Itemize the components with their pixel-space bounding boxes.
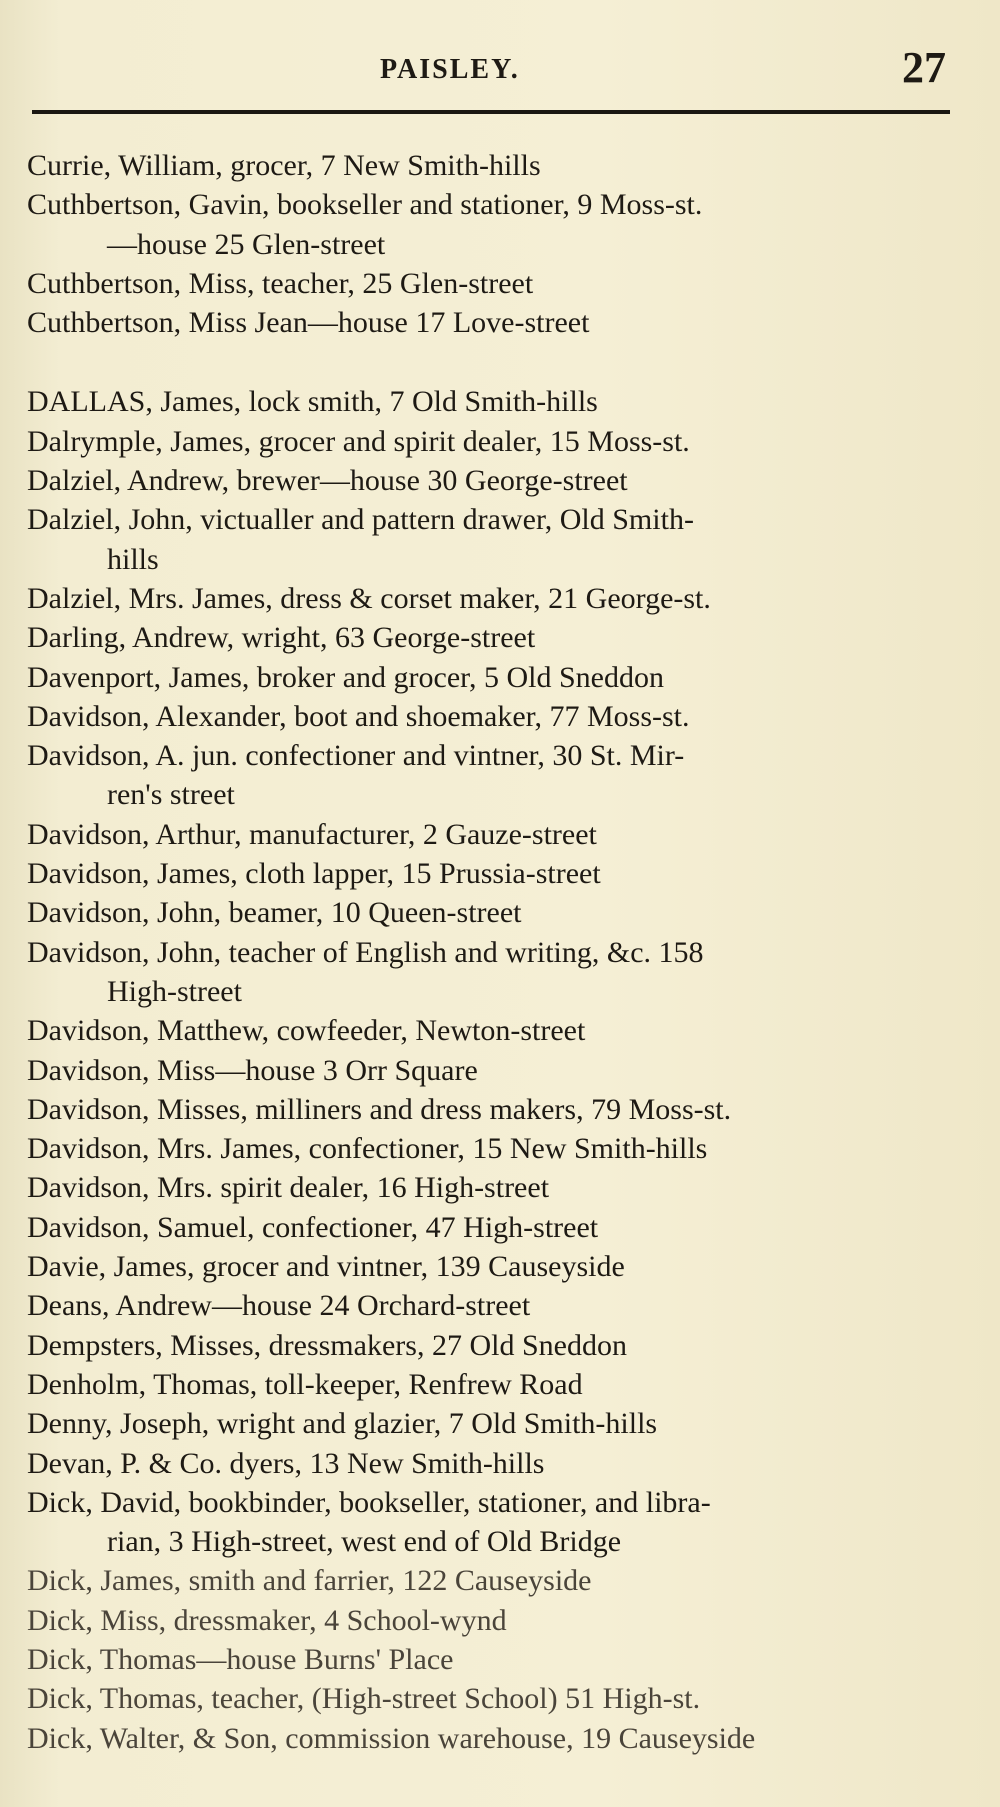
directory-entry: Dalrymple, James, grocer and spirit dealer, 15 Moss-st. <box>27 424 690 458</box>
directory-entry: Dick, David, bookbinder, bookseller, stationer, and libra- <box>27 1485 711 1519</box>
directory-entry: Davidson, John, teacher of English and writing, &c. 158 <box>27 935 704 969</box>
page-header <box>0 43 1000 98</box>
directory-entry: Davidson, Misses, milliners and dress makers, 79 Moss-st. <box>27 1092 732 1126</box>
directory-entry: DALLAS, James, lock smith, 7 Old Smith-hills <box>27 385 598 419</box>
directory-entry: Davidson, Mrs. James, confectioner, 15 New Smith-hills <box>27 1132 708 1166</box>
directory-entry: Dick, James, smith and farrier, 122 Causeyside <box>27 1564 592 1598</box>
directory-entry: Cuthbertson, Miss, teacher, 25 Glen-street <box>27 266 534 300</box>
directory-entry: Dick, Thomas, teacher, (High-street School) 51 High-st. <box>27 1682 701 1716</box>
directory-entry: Currie, William, grocer, 7 New Smith-hills <box>27 149 541 182</box>
directory-entry: Dalziel, John, victualler and pattern drawer, Old Smith- <box>27 503 694 537</box>
directory-entry: Davidson, Mrs. spirit dealer, 16 High-street <box>27 1171 550 1205</box>
directory-entry: Davidson, John, beamer, 10 Queen-street <box>27 896 522 930</box>
directory-entry: Denny, Joseph, wright and glazier, 7 Old Smith-hills <box>27 1407 658 1441</box>
directory-entry: rian, 3 High-street, west end of Old Bridge <box>107 1525 622 1559</box>
directory-entry: Deans, Andrew—house 24 Orchard-street <box>27 1289 531 1323</box>
directory-entry: Dick, Miss, dressmaker, 4 School-wynd <box>27 1603 507 1637</box>
running-head: PAISLEY. <box>380 54 520 85</box>
directory-entry: Dalziel, Mrs. James, dress & corset maker, 21 George-st. <box>27 581 711 615</box>
directory-entry: Davenport, James, broker and grocer, 5 Old Sneddon <box>27 660 664 694</box>
directory-entry: Davidson, A. jun. confectioner and vintner, 30 St. Mir- <box>27 739 685 773</box>
directory-entry: Dick, Walter, & Son, commission warehouse, 19 Causeyside <box>27 1721 756 1755</box>
directory-entry: Davidson, Alexander, boot and shoemaker, 77 Moss-st. <box>27 699 690 733</box>
directory-entry: Davidson, Samuel, confectioner, 47 High-street <box>27 1210 599 1244</box>
directory-entry: Dempsters, Misses, dressmakers, 27 Old Sneddon <box>27 1328 627 1362</box>
directory-entry: Denholm, Thomas, toll-keeper, Renfrew Road <box>27 1367 583 1401</box>
section-gap <box>0 342 1000 382</box>
directory-entries <box>0 146 1000 1758</box>
entries-group-c <box>0 146 1000 342</box>
directory-entry: Darling, Andrew, wright, 63 George-street <box>27 621 536 655</box>
directory-entry: Dalziel, Andrew, brewer—house 30 George-street <box>27 464 628 498</box>
directory-entry: Davidson, James, cloth lapper, 15 Prussia-street <box>27 857 601 891</box>
directory-entry: Davidson, Arthur, manufacturer, 2 Gauze-street <box>27 817 597 851</box>
directory-entry: hills <box>107 542 159 576</box>
directory-entry: Cuthbertson, Gavin, bookseller and stationer, 9 Moss-st. <box>27 188 703 222</box>
directory-entry: Dick, Thomas—house Burns' Place <box>27 1642 454 1676</box>
directory-entry: High-street <box>107 974 242 1008</box>
directory-entry: ren's street <box>107 778 235 812</box>
directory-entry: Davidson, Miss—house 3 Orr Square <box>27 1053 478 1087</box>
directory-entry: Davie, James, grocer and vintner, 139 Causeyside <box>27 1250 625 1284</box>
directory-entry: Cuthbertson, Miss Jean—house 17 Love-street <box>27 306 590 340</box>
page-number: 27 <box>902 43 946 92</box>
directory-entry: —house 25 Glen-street <box>107 227 386 261</box>
entries-group-d <box>0 382 1000 1757</box>
directory-entry: Davidson, Matthew, cowfeeder, Newton-street <box>27 1014 586 1048</box>
header-rule <box>32 110 950 114</box>
directory-entry: Devan, P. & Co. dyers, 13 New Smith-hills <box>27 1446 545 1480</box>
